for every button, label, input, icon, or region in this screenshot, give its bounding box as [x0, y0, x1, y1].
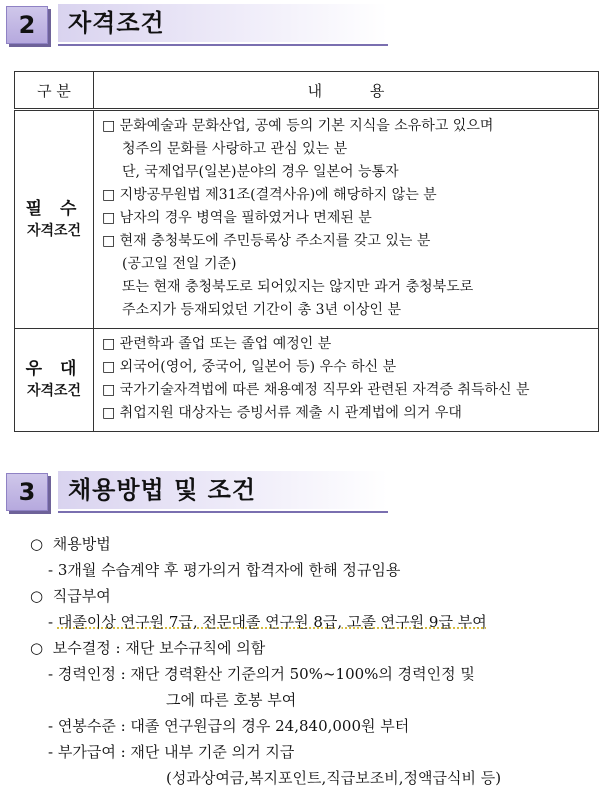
section-title-3: 채용방법 및 조건: [58, 471, 388, 509]
header-category: 구 분: [15, 72, 94, 110]
label-required: [15, 110, 94, 329]
item-text: 대졸이상 연구원 7급, 전문대졸 연구원 8급, 고졸 연구원 9급 부여: [57, 613, 487, 631]
list-item: (공고일 전일 기준): [122, 256, 237, 272]
table-header-row: [15, 72, 599, 110]
item-text: 부가급여 : 재단 내부 기준 의거 지급: [57, 743, 295, 761]
item-text: 3개월 수습계약 후 평가의거 합격자에 한해 정규임용: [57, 561, 401, 579]
table-row-required: [15, 110, 599, 329]
list-item: 주소지가 등재되었던 기간이 총 3년 이상인 분: [122, 302, 402, 318]
list-item: □ 지방공무원법 제31조(결격사유)에 해당하지 않는 분: [102, 187, 437, 203]
list-item-continued: 그에 따른 호봉 부여: [166, 691, 297, 709]
circle-bullet-icon: ○: [30, 587, 44, 605]
item-text: 경력인정 : 재단 경력환산 기준의거 50%~100%의 경력인정 및: [57, 665, 475, 683]
dash-icon: -: [48, 613, 54, 631]
item-text: 직급부여: [52, 587, 111, 605]
dash-icon: -: [48, 561, 54, 579]
list-item: □ 현재 충청북도에 주민등록상 주소지를 갖고 있는 분: [102, 233, 431, 249]
label-preferred-bottom: 자격조건: [26, 383, 82, 399]
dash-icon: -: [48, 665, 54, 683]
label-required-top: 필 수: [25, 198, 83, 219]
table-row-preferred: [15, 329, 599, 432]
section-underline-2: [58, 44, 388, 46]
list-item: □ 남자의 경우 병역을 필하였거나 면제된 분: [102, 210, 372, 226]
list-item-continued: (성과상여금,복지포인트,직급보조비,정액급식비 등): [166, 769, 502, 787]
item-text: 채용방법: [52, 535, 111, 553]
list-item: □ 관련학과 졸업 또는 졸업 예정인 분: [102, 336, 332, 352]
list-item: □ 취업지원 대상자는 증빙서류 제출 시 관계법에 의거 우대: [102, 405, 462, 421]
label-preferred: [15, 329, 94, 432]
list-item: [30, 635, 501, 661]
list-item: [30, 713, 501, 739]
circle-bullet-icon: ○: [30, 535, 44, 553]
dash-icon: -: [48, 743, 54, 761]
list-item: [30, 583, 501, 609]
section-number-3: 3: [6, 473, 48, 511]
header-content: 내 용: [94, 72, 599, 110]
label-required-bottom: 자격조건: [26, 222, 82, 239]
list-item: [30, 531, 501, 557]
section-title-2: 자격조건: [58, 4, 388, 42]
content-preferred: [94, 329, 599, 432]
circle-bullet-icon: ○: [30, 639, 44, 657]
list-item: [30, 609, 501, 635]
list-item: 단, 국제업무(일본)분야의 경우 일본어 능통자: [122, 164, 399, 180]
list-item: [30, 739, 501, 765]
list-item: □ 국가기술자격법에 따른 채용예정 직무와 관련된 자격증 취득하신 분: [102, 382, 530, 398]
list-item: [30, 661, 501, 687]
content-required: [94, 110, 599, 329]
item-text: 보수결정 : 재단 보수규칙에 의함: [52, 639, 266, 657]
section-underline-3: [58, 511, 388, 513]
section-number-2: 2: [6, 6, 48, 44]
conditions-list: [30, 531, 501, 791]
list-item: 청주의 문화를 사랑하고 관심 있는 분: [122, 141, 348, 157]
qualification-table: [14, 71, 599, 432]
label-preferred-top: 우 대: [25, 359, 83, 379]
dash-icon: -: [48, 717, 54, 735]
list-item: [30, 557, 501, 583]
item-text: 연봉수준 : 대졸 연구원급의 경우 24,840,000원 부터: [57, 717, 410, 735]
list-item: □ 외국어(영어, 중국어, 일본어 등) 우수 하신 분: [102, 359, 397, 375]
list-item: □ 문화예술과 문화산업, 공예 등의 기본 지식을 소유하고 있으며: [102, 118, 494, 134]
list-item: 또는 현재 충청북도로 되어있지는 않지만 과거 충청북도로: [122, 279, 474, 295]
